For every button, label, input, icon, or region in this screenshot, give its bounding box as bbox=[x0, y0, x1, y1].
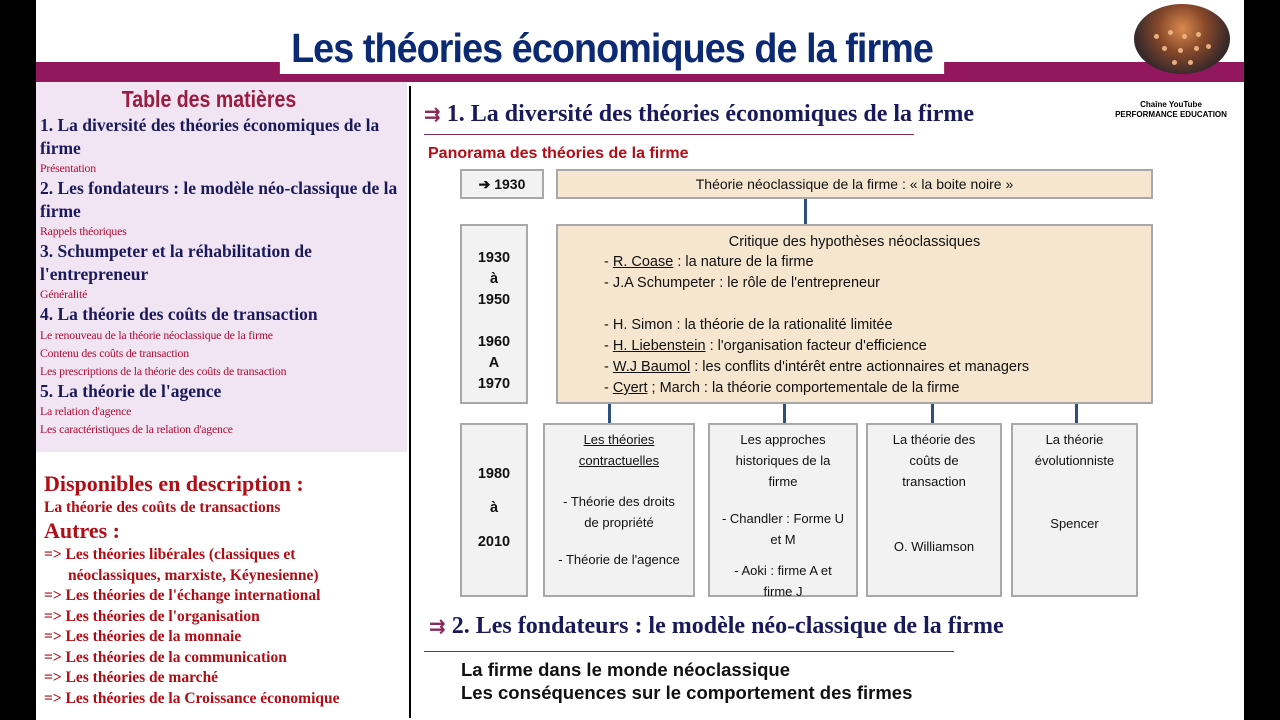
toc-subitem[interactable]: Contenu des coûts de transaction bbox=[40, 345, 189, 360]
connector-line bbox=[608, 404, 611, 423]
toc-subitem[interactable]: Les caractéristiques de la relation d'agence bbox=[40, 422, 233, 436]
others-item[interactable]: néoclassiques, marxiste, Kéynesienne) bbox=[68, 566, 319, 584]
connector-line bbox=[1075, 404, 1078, 423]
toc-heading: Table des matières bbox=[121, 86, 297, 112]
theory-box-item: - Théorie de l'agence bbox=[558, 552, 680, 567]
others-item[interactable]: => Les théories libérales (classiques et bbox=[44, 546, 296, 563]
author-name: J.A Schumpeter bbox=[612, 275, 716, 291]
toc-item[interactable]: 5. La théorie de l'agence bbox=[40, 380, 222, 401]
connector-line bbox=[804, 199, 807, 224]
author-topic: : les conflits d'intérêt entre actionnaires et managers bbox=[690, 359, 1030, 375]
theory-box-historical bbox=[708, 423, 858, 597]
author-name: H. Liebenstein bbox=[612, 338, 706, 354]
theory-box-item: - Aoki : firme A et firme J bbox=[734, 563, 832, 599]
available-heading: Disponibles en description : bbox=[44, 471, 304, 496]
author-topic: : l'organisation facteur d'efficience bbox=[705, 338, 927, 354]
theory-box-item: - Théorie des droits de propriété bbox=[563, 494, 675, 530]
toc-subitem[interactable]: Les prescriptions de la théorie des coûts de transaction bbox=[40, 363, 287, 378]
theory-box-spacer bbox=[710, 550, 856, 560]
page-title: Les théories économiques de la firme bbox=[280, 22, 944, 74]
critique-title: Critique des hypothèses néoclassiques bbox=[728, 234, 981, 250]
theory-box-spacer bbox=[868, 492, 1000, 536]
author-topic: : la théorie de la rationalité limitée bbox=[672, 317, 893, 333]
channel-name: PERFORMANCE EDUCATION bbox=[1115, 110, 1227, 119]
toc-subitem[interactable]: Généralité bbox=[40, 287, 88, 301]
period-line: 1960 bbox=[477, 334, 511, 350]
theory-box-spacer bbox=[545, 533, 693, 549]
connector-line bbox=[783, 404, 786, 423]
section2-title: 2. Les fondateurs : le modèle néo-classique de la firme bbox=[451, 613, 1004, 639]
toc-subitem[interactable]: Le renouveau de la théorie néoclassique de la firme bbox=[40, 327, 273, 342]
toc-item[interactable]: 3. Schumpeter et la réhabilitation de l'entrepreneur bbox=[40, 241, 312, 284]
channel-caption bbox=[1096, 100, 1244, 120]
period-line: 1980 bbox=[477, 466, 511, 482]
panorama-label: Panorama des théories de la firme bbox=[428, 145, 689, 162]
others-item[interactable]: => Les théories de la communication bbox=[44, 648, 287, 666]
section1-rule bbox=[424, 134, 914, 135]
period-spacer bbox=[462, 311, 526, 332]
toc-list bbox=[40, 114, 412, 438]
theory-box-item: - Chandler : Forme U et M bbox=[721, 511, 845, 547]
others-item[interactable]: => Les théories de marché bbox=[44, 669, 219, 686]
double-arrow-icon: ⇉ bbox=[429, 614, 446, 638]
section2-heading bbox=[429, 610, 1004, 642]
author-name: Cyert bbox=[612, 380, 648, 396]
toc-item[interactable]: 1. La diversité des théories économiques de la firme bbox=[40, 115, 380, 158]
critique-item: - H. Liebenstein : l'organisation facteur d'efficience bbox=[604, 338, 927, 354]
author-topic: : la nature de la firme bbox=[673, 254, 814, 270]
period-line: à bbox=[489, 500, 499, 516]
available-panel bbox=[44, 470, 414, 709]
period-box-1930-1970 bbox=[460, 224, 528, 404]
period-line: 2010 bbox=[477, 534, 511, 550]
period-box-1980-2010 bbox=[460, 423, 528, 597]
author-name: W.J Baumol bbox=[612, 359, 691, 375]
available-item[interactable]: La théorie des coûts de transactions bbox=[44, 499, 281, 516]
theory-box-title: Les approches historiques de la firme bbox=[735, 432, 831, 489]
double-arrow-icon: ⇉ bbox=[424, 102, 441, 126]
others-item[interactable]: => Les théories de l'échange international bbox=[44, 587, 321, 604]
theory-box-title: La théorie des coûts de transaction bbox=[892, 432, 976, 489]
theory-box-transaction bbox=[866, 423, 1002, 597]
period-line: A bbox=[488, 355, 500, 371]
author-name: R. Coase bbox=[612, 254, 674, 270]
period-box-1930: ➔ 1930 bbox=[460, 169, 544, 199]
section1-title: 1. La diversité des théories économiques de la firme bbox=[446, 101, 975, 127]
connector-line bbox=[931, 404, 934, 423]
theory-box-title: Les théories contractuelles bbox=[578, 432, 660, 468]
toc-subitem[interactable]: Rappels théoriques bbox=[40, 224, 127, 238]
toc-item[interactable]: 2. Les fondateurs : le modèle néo-classique de la firme bbox=[40, 178, 398, 221]
neoclassic-box: Théorie néoclassique de la firme : « la boite noire » bbox=[556, 169, 1153, 199]
others-heading: Autres : bbox=[44, 518, 120, 543]
section1-heading bbox=[424, 98, 974, 130]
slide bbox=[36, 0, 1244, 720]
others-item[interactable]: => Les théories de l'organisation bbox=[44, 607, 260, 625]
theory-box-spacer bbox=[545, 471, 693, 491]
period-line: 1970 bbox=[477, 376, 511, 392]
author-topic: : le rôle de l'entrepreneur bbox=[715, 275, 881, 291]
author-topic: ; March : la théorie comportementale de la firme bbox=[647, 380, 960, 396]
theory-box-item: O. Williamson bbox=[893, 539, 975, 554]
theory-box-spacer bbox=[1013, 471, 1136, 513]
critique-item: - H. Simon : la théorie de la rationalité limitée bbox=[604, 317, 893, 333]
critique-item: - R. Coase : la nature de la firme bbox=[604, 254, 814, 270]
theory-box-spacer bbox=[710, 492, 856, 508]
channel-avatar[interactable] bbox=[1134, 4, 1230, 74]
others-item[interactable]: => Les théories de la monnaie bbox=[44, 628, 242, 645]
toc-subitem[interactable]: La relation d'agence bbox=[40, 404, 132, 418]
channel-line: Chaîne YouTube bbox=[1140, 100, 1202, 109]
theory-box-title: La théorie évolutionniste bbox=[1034, 432, 1115, 468]
critique-item: - W.J Baumol : les conflits d'intérêt entre actionnaires et managers bbox=[604, 359, 1030, 375]
author-name: H. Simon bbox=[612, 317, 673, 333]
critique-item: - J.A Schumpeter : le rôle de l'entrepreneur bbox=[604, 275, 881, 291]
section2-rule bbox=[424, 651, 954, 652]
toc-item[interactable]: 4. La théorie des coûts de transaction bbox=[40, 304, 318, 324]
critique-item: - Cyert ; March : la théorie comportementale de la firme bbox=[604, 380, 960, 396]
period-line: à bbox=[489, 271, 499, 287]
section2-content bbox=[461, 658, 912, 704]
period-line: 1930 bbox=[477, 250, 511, 266]
critique-box bbox=[556, 224, 1153, 404]
theory-box-evolutionist bbox=[1011, 423, 1138, 597]
others-item[interactable]: => Les théories de la Croissance économique bbox=[44, 689, 340, 707]
section2-line: Les conséquences sur le comportement des firmes bbox=[461, 682, 913, 703]
toc-subitem[interactable]: Présentation bbox=[40, 161, 96, 175]
section2-line: La firme dans le monde néoclassique bbox=[461, 659, 790, 680]
period-line: 1950 bbox=[477, 292, 511, 308]
theory-box-contractual bbox=[543, 423, 695, 597]
theory-box-item: Spencer bbox=[1050, 516, 1099, 531]
